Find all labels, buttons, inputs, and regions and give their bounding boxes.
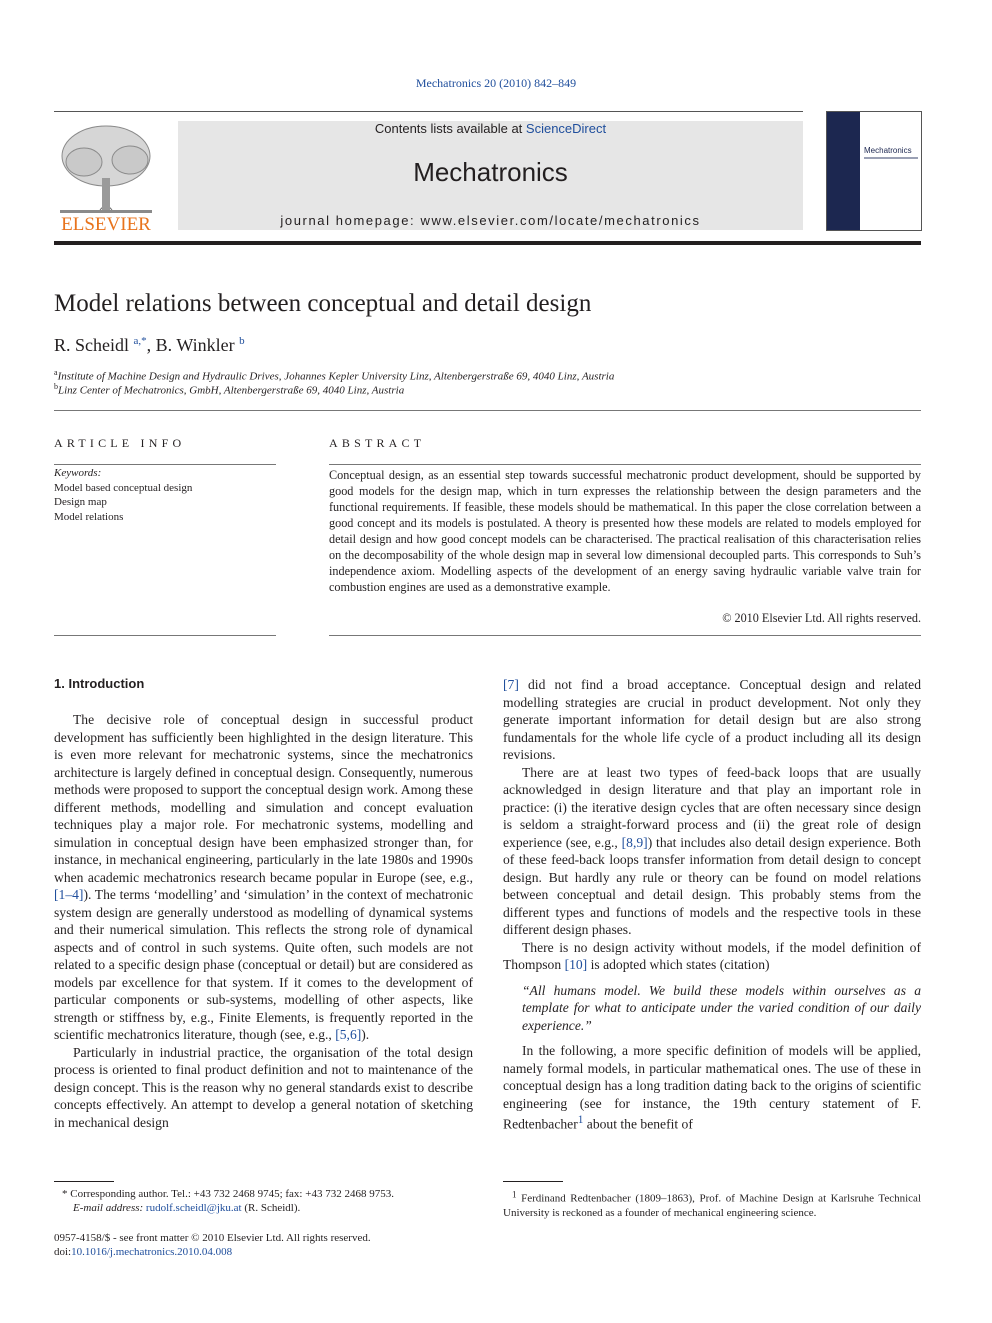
paragraph (503, 1042, 921, 1133)
sciencedirect-link[interactable]: ScienceDirect (525, 121, 607, 136)
article-info-bottom-rule (54, 635, 276, 636)
keyword: Design map (54, 496, 107, 508)
paragraph-text: did not find a broad acceptance. Conceptual design and related modelling strategies are crucial in product development. Not only they generate important information for detail design but are also strong fundamentals for the whole life cycle of a product including all its design revisions. (503, 677, 921, 762)
affiliation-divider (54, 410, 921, 411)
cover-subtitle-bar (864, 157, 918, 159)
elsevier-wordmark: ELSEVIER (61, 214, 151, 234)
affiliation-b-mark: b (54, 382, 58, 391)
contents-prefix: Contents lists available at (374, 121, 526, 136)
footnote-rule-right (503, 1181, 563, 1182)
affiliation-b-text: Linz Center of Mechatronics, GmbH, Altenbergerstraße 69, 4040 Linz, Austria (58, 384, 405, 397)
abstract-bottom-rule (329, 635, 921, 636)
doi-link[interactable]: 10.1016/j.mechatronics.2010.04.008 (71, 1246, 233, 1258)
issn-line: 0957-4158/$ - see front matter © 2010 Elsevier Ltd. All rights reserved. (54, 1232, 371, 1244)
author-1[interactable]: R. Scheidl (54, 335, 129, 355)
paragraph (54, 711, 473, 1044)
affiliation-b (54, 382, 404, 397)
author-2-affiliation-mark[interactable]: b (239, 335, 245, 347)
journal-cover-thumbnail (826, 111, 922, 231)
paragraph-text: Particularly in industrial practice, the organisation of the total design process is oriented to final product definition and not to maintenance of the design concept. This is the reason why no general standards exist to describe concepts effectively. An attempt to develop a general notation of sketching in mechanical design (54, 1044, 473, 1130)
paragraph-text: There are at least two types of feed-back loops that are usually acknowledged in design literature and that play an important role in practice: (i) the iterative design cycles that are often necessary since design is seldom a straight-forward process and (ii) the great role of design experience (see, e.g., (503, 764, 921, 850)
paragraph-text: The decisive role of conceptual design in successful product development has sufficiently been highlighted in the design literature. This is even more relevant for mechatronic systems, since the mechatronics architecture is largely defined in conceptual design. Consequently, numerous methods were proposed to support the conceptual design work. Among these different methods, modelling and simulation and concept evaluation techniques play a major role. For mechatronic systems, modelling and simulation in conceptual design have been emphasized stronger than, for instance, in mechanical engineering, particularly in the late 1980s and 1990s when academic mechatronics research became popular in Europe (see, e.g., (54, 712, 473, 885)
cover-title: Mechatronics (864, 146, 912, 155)
abstract-rule (329, 464, 921, 465)
keywords-label: Keywords: (54, 467, 102, 479)
affiliation-a-mark: a (54, 368, 58, 377)
article-title: Model relations between conceptual and detail design (54, 290, 592, 317)
reference-link[interactable]: [7] (503, 677, 519, 692)
reference-link[interactable]: [8,9] (621, 834, 648, 850)
paragraph-text: about the benefit of (583, 1116, 693, 1132)
contents-line (178, 121, 803, 136)
reference-link[interactable]: [10] (564, 957, 588, 972)
paragraph-continued (503, 676, 921, 764)
affiliation-a (54, 368, 614, 383)
reference-link[interactable]: [1–4] (54, 887, 84, 902)
elsevier-logo (54, 118, 158, 234)
keyword: Model based conceptual design (54, 481, 193, 494)
footnote-mark: * (62, 1188, 68, 1200)
corresponding-author-note (62, 1187, 473, 1215)
footnote-mark: 1 (512, 1189, 517, 1199)
email-tail: (R. Scheidl). (241, 1202, 301, 1214)
block-quote: “All humans model. We build these models within ourselves as a template for what to anticipate under the varied condition of our daily experience.” (522, 982, 921, 1033)
doi-line (54, 1245, 484, 1259)
footnote-text: Corresponding author. Tel.: +43 732 2468 9745; fax: +43 732 2468 9753. (70, 1188, 394, 1200)
journal-citation[interactable]: Mechatronics 20 (2010) 842–849 (415, 76, 577, 90)
cover-spine (827, 112, 860, 230)
footnote-1 (503, 1187, 921, 1220)
author-list (54, 335, 245, 356)
elsevier-tree-icon (54, 118, 158, 234)
paragraph-text: In the following, a more specific definition of models will be applied, namely formal models, in particular mathematical ones. The use of these in conceptual design has a long tradition dating back to the origins of scientific engineering (see for instance, the 19th century statement of F. Redtenbacher (503, 1043, 921, 1132)
footnote-rule-left (54, 1181, 114, 1182)
reference-link[interactable]: [5,6] (335, 1027, 362, 1042)
journal-name: Mechatronics (413, 157, 568, 187)
abstract-heading: ABSTRACT (329, 436, 426, 450)
body-column-left (54, 711, 473, 1131)
paragraph-text: ) that includes also detail design experience. Both of these feed-back loops transfer information from detail design to concept design. But hardly any rule or theory can be found on model relations between conceptual and detail design. This probably stems from the different types and functions of models and the respective tools in these different design phases. (503, 834, 921, 937)
section-heading-introduction: 1. Introduction (54, 676, 145, 691)
footnote-text: Ferdinand Redtenbacher (1809–1863), Prof. of Machine Design at Karlsruhe Technical University is reckoned as a founder of mechanical engineering science. (503, 1192, 922, 1219)
keyword: Model relations (54, 510, 124, 523)
article-info-heading: ARTICLE INFO (54, 436, 186, 450)
paragraph (503, 764, 921, 939)
paragraph (54, 1044, 473, 1132)
author-1-affiliation-mark[interactable]: a,* (133, 335, 147, 347)
journal-banner (178, 121, 803, 230)
journal-homepage[interactable]: journal homepage: www.elsevier.com/locate/mechatronics (280, 213, 701, 228)
paragraph (503, 939, 921, 974)
article-info-rule (54, 464, 276, 465)
email-link[interactable]: rudolf.scheidl@jku.at (145, 1202, 242, 1214)
doi-label: doi: (54, 1246, 72, 1258)
footnote-mark[interactable]: 1 (577, 1114, 584, 1126)
abstract-text: Conceptual design, as an essential step towards successful mechatronic product development, should be supported by good models for the design map, which in turn expresses the relationship between the design parameters and the functional requirements. If feasible, these models should be mathematical. In this paper the close correlation between a good concept and its models is postulated. A theory is presented how these models are related to models employed for detail design and how good concept models can be characterised. The practical realisation of this characterisation relies on the decomposability of the whole design map in several low dimensional decoupled parts. This corresponds to Suh’s independence axiom. Modelling aspects of the development of an energy saving hydraulic variable valve train for combustion engines are used as a demonstrative example. (329, 468, 921, 594)
paragraph-text: ). The terms ‘modelling’ and ‘simulation’ in the context of mechatronic system design are generally understood as modelling of dynamical systems and their numerical simulation. This reflects the strong role of dynamical aspects and of control in such systems. Quite often, such models are not related to a specific design phase (conceptual or detail) but are considered as models par excellence for that system. If it comes to the development of particular components or sub-systems, modelling of other aspects, like strength or stiffness by, e.g., Finite Elements, is frequently reported in the scientific mechatronics literature, though (see, e.g., (54, 887, 473, 1042)
author-2[interactable]: B. Winkler (155, 335, 235, 355)
header-bottom-rule (54, 241, 921, 245)
paragraph-text: ). (361, 1027, 370, 1042)
author-separator: , (146, 335, 156, 355)
header-top-rule (54, 111, 803, 112)
paragraph-text: There is no design activity without models, if the model definition of Thompson (503, 939, 921, 972)
keywords-block (54, 466, 192, 524)
body-column-right (503, 676, 921, 1133)
email-label: E-mail address: (73, 1202, 144, 1214)
affiliation-a-text: Institute of Machine Design and Hydraulic Drives, Johannes Kepler University Linz, Altenbergerstraße 69, 4040 Linz, Austria (57, 370, 615, 383)
paragraph-text: is adopted which states (citation) (587, 957, 770, 972)
abstract-copyright: © 2010 Elsevier Ltd. All rights reserved. (722, 611, 921, 625)
